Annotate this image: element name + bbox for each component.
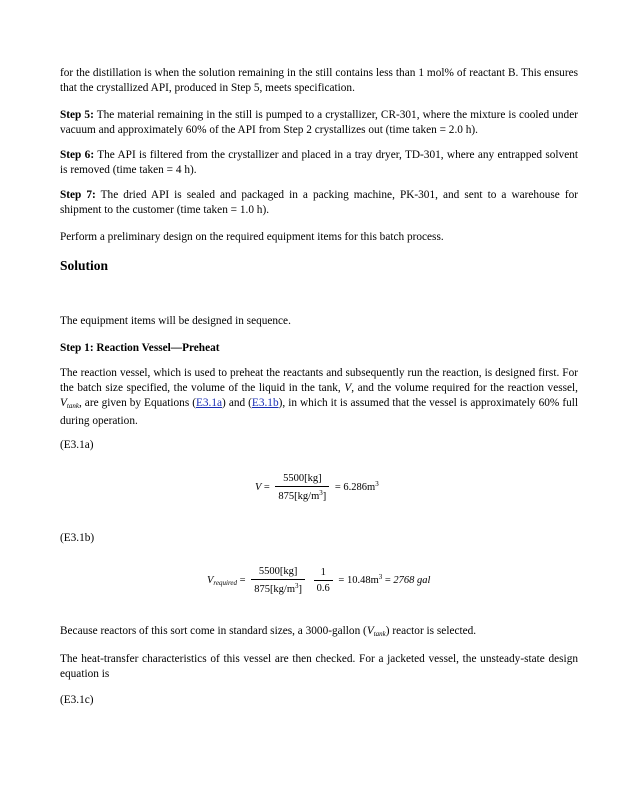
e31b-lhs: V (207, 574, 214, 586)
e31a-result: 6.286m (343, 481, 376, 493)
e31a-lhs: V (255, 481, 262, 493)
rv-text-b: , and the volume required for the reaction vessel, (351, 382, 578, 394)
paragraph-reaction-vessel (60, 366, 578, 429)
paragraph-reactors (60, 624, 578, 642)
e31a-result-sup: 3 (375, 479, 379, 488)
step1-heading-block (60, 341, 578, 356)
equation-label-e31a-block (60, 438, 578, 453)
paragraph-solution-intro: The equipment items will be designed in sequence. (60, 315, 291, 327)
e31a-numerator: 5500[kg] (275, 473, 329, 487)
e31b-den-sup: 3 (295, 582, 299, 590)
step1-heading (60, 341, 578, 356)
reactors-var-sub: tank (373, 630, 386, 638)
step7-label: Step 7: (60, 189, 96, 201)
equation-link-e31a[interactable]: E3.1a (196, 397, 223, 409)
reactors-text-a: Because reactors of this sort come in standard sizes, a 3000-gallon ( (60, 625, 367, 637)
step6-text: The API is filtered from the crystallizer and placed in a tray dryer, TD-301, where any entrapped solvent is removed (time taken = 4 h). (60, 149, 578, 176)
rv-text-a: The reaction vessel, which is used to preheat the reactants and subsequently run the reaction, is designed first. For the batch size specified, the volume of the liquid in the tank, (60, 367, 578, 394)
e31a-den-b: ] (322, 491, 327, 502)
paragraph-distillation: for the distillation is when the solution remaining in the still contains less than 1 mol% of reactant B. This ensures that the crystallized API, produced in Step 5, meets specification. (60, 67, 578, 94)
e31b-numerator2: 1 (314, 567, 333, 581)
rv-var-vtank: V (60, 397, 67, 409)
e31b-den-b: ] (298, 584, 303, 595)
rv-text-e: ), in which it is assumed that the vessel is approximately 60% full during operation. (60, 397, 579, 427)
equation-label-e31c-block (60, 693, 578, 708)
perform-block (60, 230, 578, 245)
e31b-denominator2: 0.6 (316, 583, 330, 594)
e31a-denominator (275, 487, 329, 502)
e31b-numerator: 5500[kg] (251, 566, 305, 580)
e31b-fraction2 (314, 567, 333, 594)
step5-block (60, 108, 578, 138)
paragraph-heat-transfer: The heat-transfer characteristics of this vessel are then checked. For a jacketed vessel, the unsteady-state design equation is (60, 653, 578, 680)
solution-intro-block (60, 314, 578, 329)
step7-block (60, 188, 578, 218)
equation-label-e31b-block (60, 531, 578, 546)
e31b-lhs-sub: required (213, 578, 238, 587)
e31b-equals: = (239, 574, 246, 586)
paragraph-step7 (60, 188, 578, 218)
e31b-result-sup: 3 (378, 572, 383, 581)
solution-heading-block (60, 258, 578, 274)
reaction-vessel-block (60, 366, 578, 429)
paragraph-step6 (60, 148, 578, 178)
equation-e31b (207, 566, 430, 595)
step5-text: The material remaining in the still is pumped to a crystallizer, CR-301, where the mixture is cooled under vacuum and approximately 60% of the API from Step 2 crystallizes out (time taken = 2.0 h). (60, 109, 578, 136)
equation-label-e31c: (E3.1c) (60, 694, 94, 706)
e31b-result-b: 2768 gal (393, 574, 431, 586)
rv-text-d: ) and ( (222, 397, 252, 409)
solution-heading: Solution (60, 258, 109, 273)
reactors-var-v: V (366, 625, 374, 637)
rv-var-v: V (344, 382, 352, 394)
rv-var-vtank-sub: tank (66, 402, 79, 410)
paragraph-perform: Perform a preliminary design on the required equipment items for this batch process. (60, 231, 444, 243)
e31a-fraction (275, 473, 329, 502)
equation-link-e31b[interactable]: E3.1b (251, 397, 279, 409)
e31b-denominator (251, 580, 305, 595)
intro-paragraph (60, 66, 578, 96)
e31a-den-a: 875[kg/m (278, 491, 320, 502)
reactors-text-b: ) reactor is selected. (385, 625, 477, 637)
paragraph-step5 (60, 108, 578, 138)
reactors-block (60, 624, 578, 642)
step5-label: Step 5: (60, 109, 94, 121)
e31a-equals: = (263, 481, 270, 493)
e31a-equals2: = (334, 481, 341, 493)
step6-block (60, 148, 578, 178)
heat-transfer-block (60, 652, 578, 682)
e31b-result-a: 10.48m (346, 574, 379, 586)
equation-e31a (255, 473, 379, 502)
equation-label-e31b: (E3.1b) (60, 532, 95, 544)
step6-label: Step 6: (60, 149, 95, 161)
e31a-den-sup: 3 (319, 489, 323, 497)
step7-text: The dried API is sealed and packaged in a packing machine, PK-301, and sent to a warehouse for shipment to the customer (time taken = 1.0 h). (60, 189, 579, 216)
e31b-equals3: = (384, 574, 391, 586)
rv-text-c: , are given by Equations ( (78, 397, 196, 409)
step1-heading-text: Step 1: Reaction Vessel—Preheat (60, 342, 220, 354)
e31b-equals2: = (338, 574, 345, 586)
e31b-fraction (251, 566, 305, 595)
e31b-den-a: 875[kg/m (254, 584, 296, 595)
equation-label-e31a: (E3.1a) (60, 439, 94, 451)
